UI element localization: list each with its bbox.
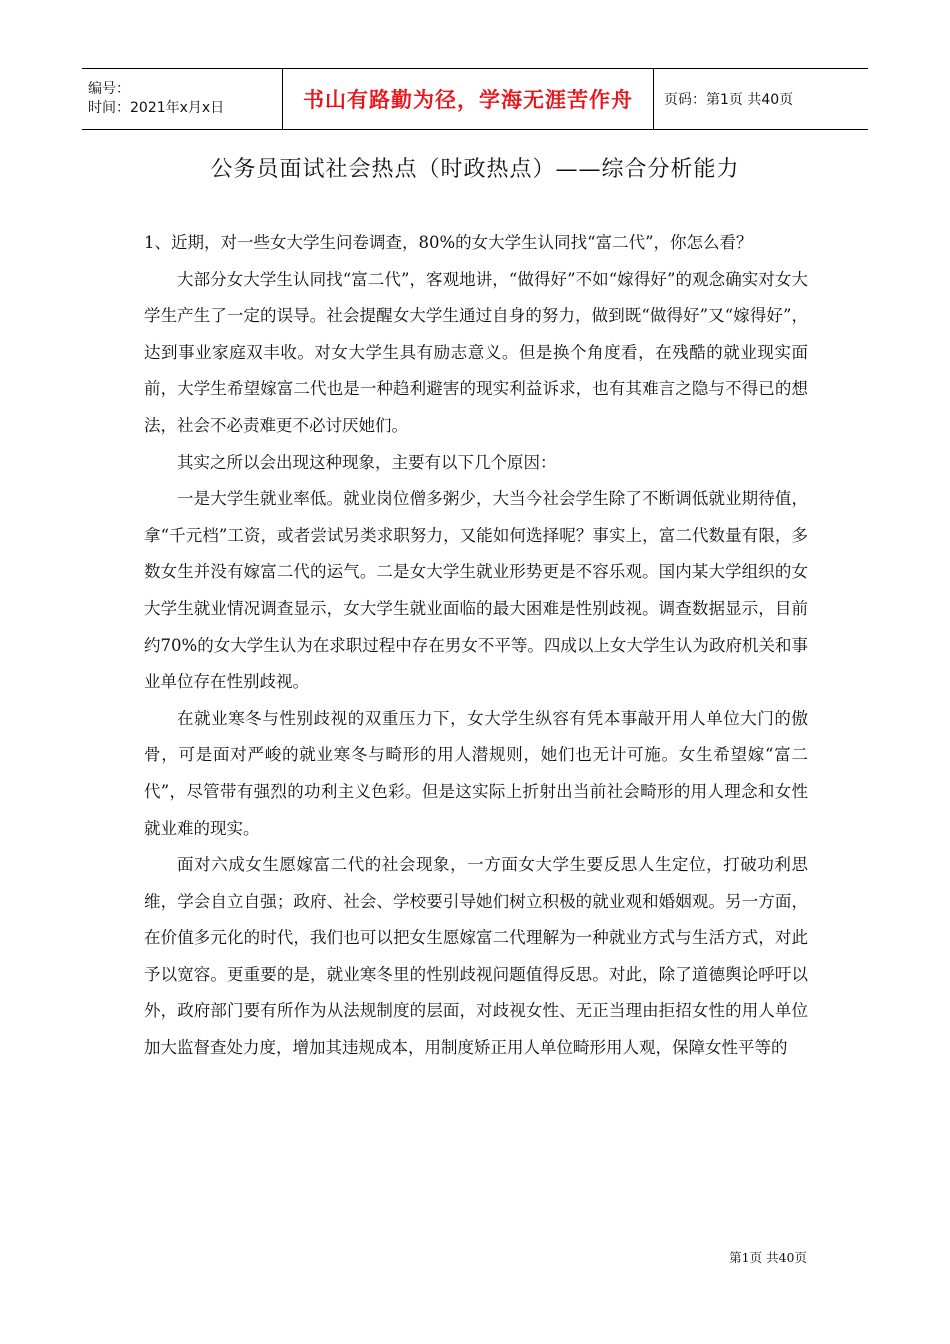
number-label: 编号： — [88, 81, 130, 97]
header-meta — [82, 69, 282, 129]
document-title: 公务员面试社会热点（时政热点）——综合分析能力 — [210, 157, 740, 182]
page-header — [82, 68, 868, 130]
question-text: 1、近期，对一些女大学生问卷调查，80%的女大学生认同找“富二代”，你怎么看？ — [144, 233, 753, 252]
page-footer: 第1页 共40页 — [729, 1250, 807, 1265]
paragraph: 在就业寒冬与性别歧视的双重压力下，女大学生纵容有凭本事敲开用人单位大门的傲骨，可是面对严峻的就业寒冬与畸形的用人潜规则，她们也无计可施。女生希望嫁“富二代”，尽管带有强烈的功利主义色彩。但是这实际上折射出当前社会畸形的用人理念和女性就业难的现实。 — [144, 708, 808, 838]
document-body — [144, 225, 808, 1067]
paragraph: 其实之所以会出现这种现象，主要有以下几个原因： — [177, 452, 557, 472]
time-label: 时间：2021年x月x日 — [88, 100, 225, 116]
header-motto: 书山有路勤为径，学海无涯苦作舟 — [282, 69, 654, 129]
header-page-info: 页码：第1页 共40页 — [664, 92, 794, 108]
paragraph: 面对六成女生愿嫁富二代的社会现象，一方面女大学生要反思人生定位，打破功利思维，学会自立自强；政府、社会、学校要引导她们树立积极的就业观和婚姻观。另一方面，在价值多元化的时代，我们也可以把女生愿嫁富二代理解为一种就业方式与生活方式，对此予以宽容。更重要的是，就业寒冬里的性别歧视问题值得反思。对此，除了道德舆论呼吁以外，政府部门要有所作为从法规制度的层面，对歧视女性、无正当理由拒招女性的用人单位加大监督查处力度，增加其违规成本，用制度矫正用人单位畸形用人观，保障女性平等的 — [144, 855, 808, 1058]
paragraph: 大部分女大学生认同找“富二代”，客观地讲，“做得好”不如“嫁得好”的观念确实对女大学生产生了一定的误导。社会提醒女大学生通过自身的努力，做到既“做得好”又“嫁得好”，达到事业家庭双丰收。对女大学生具有励志意义。但是换个角度看，在残酷的就业现实面前，大学生希望嫁富二代也是一种趋利避害的现实利益诉求，也有其难言之隐与不得已的想法，社会不必责难更不必讨厌她们。 — [144, 269, 808, 435]
paragraph: 一是大学生就业率低。就业岗位僧多粥少，大当今社会学生除了不断调低就业期待值，拿“千元档”工资，或者尝试另类求职努力，又能如何选择呢？事实上，富二代数量有限，多数女生并没有嫁富二代的运气。二是女大学生就业形势更是不容乐观。国内某大学组织的女大学生就业情况调查显示，女大学生就业面临的最大困难是性别歧视。调查数据显示，目前约70%的女大学生认为在求职过程中存在男女不平等。四成以上女大学生认为政府机关和事业单位存在性别歧视。 — [144, 489, 808, 692]
